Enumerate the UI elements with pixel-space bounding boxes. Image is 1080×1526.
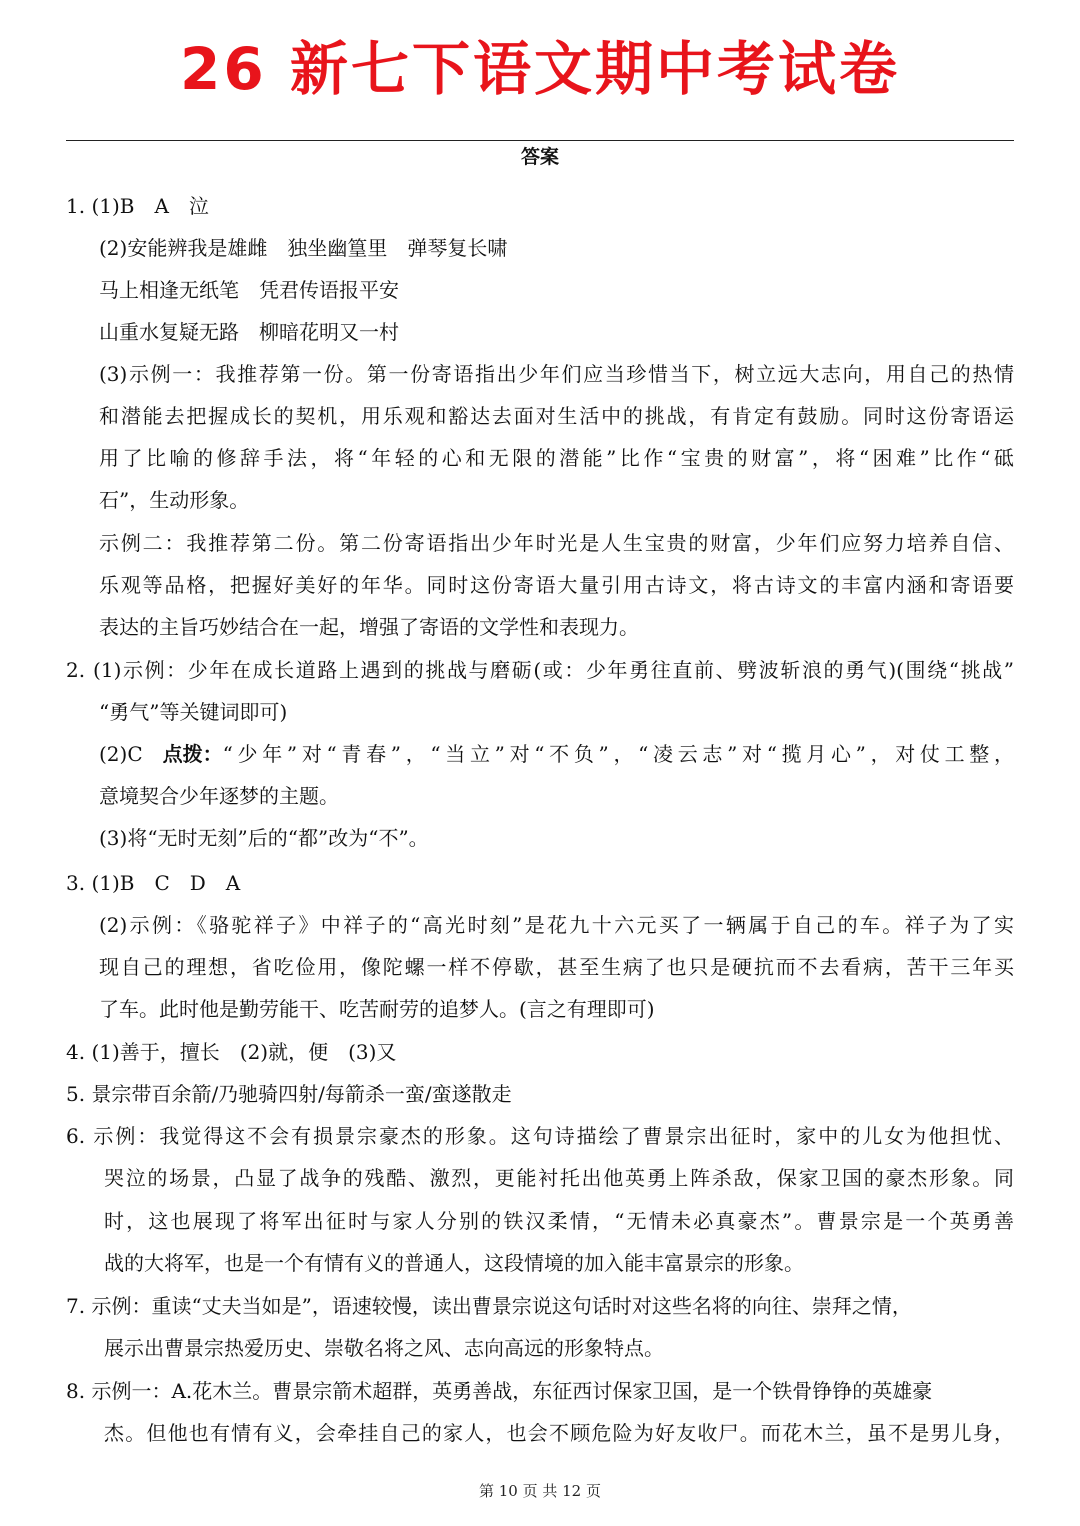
answer-2-2-line-2: 意境契合少年逐梦的主题。 <box>99 784 339 808</box>
answer-2-1-line-2: “勇气”等关键词即可) <box>99 700 288 724</box>
answer-6-line-1: 6. 示例：我觉得这不会有损景宗豪杰的形象。这句诗描绘了曹景宗出征时，家中的儿女为他担忧、 <box>66 1124 1014 1148</box>
answer-1-3-example-2-line-1: 示例二：我推荐第二份。第二份寄语指出少年时光是人生宝贵的财富，少年们应努力培养自信、 <box>99 531 1014 555</box>
answer-3-2-line-3: 了车。此时他是勤劳能干、吃苦耐劳的追梦人。(言之有理即可) <box>99 997 655 1021</box>
answer-3-1: 3. (1)B C D A <box>66 871 241 895</box>
answer-8-line-2: 杰。但他也有情有义，会牵挂自己的家人，也会不顾危险为好友收尸。而花木兰，虽不是男儿身， <box>104 1421 1014 1445</box>
page-number: 第 10 页 共 12 页 <box>478 1482 601 1500</box>
answer-1-1: 1. (1)B A 泣 <box>66 194 209 218</box>
answer-1-3-line-1: (3)示例一：我推荐第一份。第一份寄语指出少年们应当珍惜当下，树立远大志向，用自己的热情 <box>99 362 1014 386</box>
answer-2-1-line-1: 2. (1)示例：少年在成长道路上遇到的挑战与磨砺(或：少年勇往直前、劈波斩浪的勇气)(围绕“挑战” <box>66 658 1014 682</box>
answer-6-line-2: 哭泣的场景，凸显了战争的残酷、激烈，更能衬托出他英勇上阵杀敌，保家卫国的豪杰形象。同 <box>104 1166 1014 1190</box>
answer-2-2-line-1 <box>99 734 1014 774</box>
section-heading: 答案 <box>520 146 559 168</box>
answer-3-2-line-2: 现自己的理想，省吃俭用，像陀螺一样不停歇，甚至生病了也只是硬抗而不去看病，苦干三年买 <box>99 955 1014 979</box>
answer-6-line-3: 时，这也展现了将军出征时与家人分别的铁汉柔情，“无情未必真豪杰”。曹景宗是一个英勇善 <box>104 1209 1014 1233</box>
answer-2-3: (3)将“无时无刻”后的“都”改为“不”。 <box>99 826 429 850</box>
answer-1-2-line-1: (2)安能辨我是雄雌 独坐幽篁里 弹琴复长啸 <box>99 236 508 260</box>
answer-1-3-line-3: 用了比喻的修辞手法，将“年轻的心和无限的潜能”比作“宝贵的财富”，将“困难”比作“砥 <box>99 446 1014 470</box>
answer-2-2-tip-label: 点拨： <box>162 742 223 766</box>
answer-2-2-choice: (2)C <box>99 742 143 766</box>
answer-1-3-example-2-line-2: 乐观等品格，把握好美好的年华。同时这份寄语大量引用古诗文，将古诗文的丰富内涵和寄语要 <box>99 573 1014 597</box>
answer-5: 5. 景宗带百余箭/乃驰骑四射/每箭杀一蛮/蛮遂散走 <box>66 1082 512 1106</box>
answer-1-3-line-2: 和潜能去把握成长的契机，用乐观和豁达去面对生活中的挑战，有肯定有鼓励。同时这份寄语运 <box>99 404 1014 428</box>
answer-3-2-line-1: (2)示例：《骆驼祥子》中祥子的“高光时刻”是花九十六元买了一辆属于自己的车。祥子为了实 <box>99 913 1014 937</box>
page-title: 26 新七下语文期中考试卷 <box>180 35 900 103</box>
answer-1-2-line-3: 山重水复疑无路 柳暗花明又一村 <box>99 320 399 344</box>
answer-8-line-1: 8. 示例一：A.花木兰。曹景宗箭术超群，英勇善战，东征西讨保家卫国，是一个铁骨铮铮的英雄豪 <box>66 1379 933 1403</box>
answer-1-3-line-4: 石”，生动形象。 <box>99 488 250 512</box>
answer-6-line-4: 战的大将军，也是一个有情有义的普通人，这段情境的加入能丰富景宗的形象。 <box>104 1251 804 1275</box>
answer-1-2-line-2: 马上相逢无纸笔 凭君传语报平安 <box>99 278 399 302</box>
answer-7-line-1: 7. 示例：重读“丈夫当如是”，语速较慢，读出曹景宗说这句话时对这些名将的向往、崇拜之情， <box>66 1294 912 1318</box>
header-divider <box>66 140 1014 141</box>
answer-7-line-2: 展示出曹景宗热爱历史、崇敬名将之风、志向高远的形象特点。 <box>104 1336 664 1360</box>
answer-2-2-tip-text: “少年”对“青春”，“当立”对“不负”，“凌云志”对“揽月心”，对仗工整， <box>222 742 1014 766</box>
answer-4: 4. (1)善于，擅长 (2)就，便 (3)又 <box>66 1040 397 1064</box>
answer-1-3-example-2-line-3: 表达的主旨巧妙结合在一起，增强了寄语的文学性和表现力。 <box>99 615 639 639</box>
